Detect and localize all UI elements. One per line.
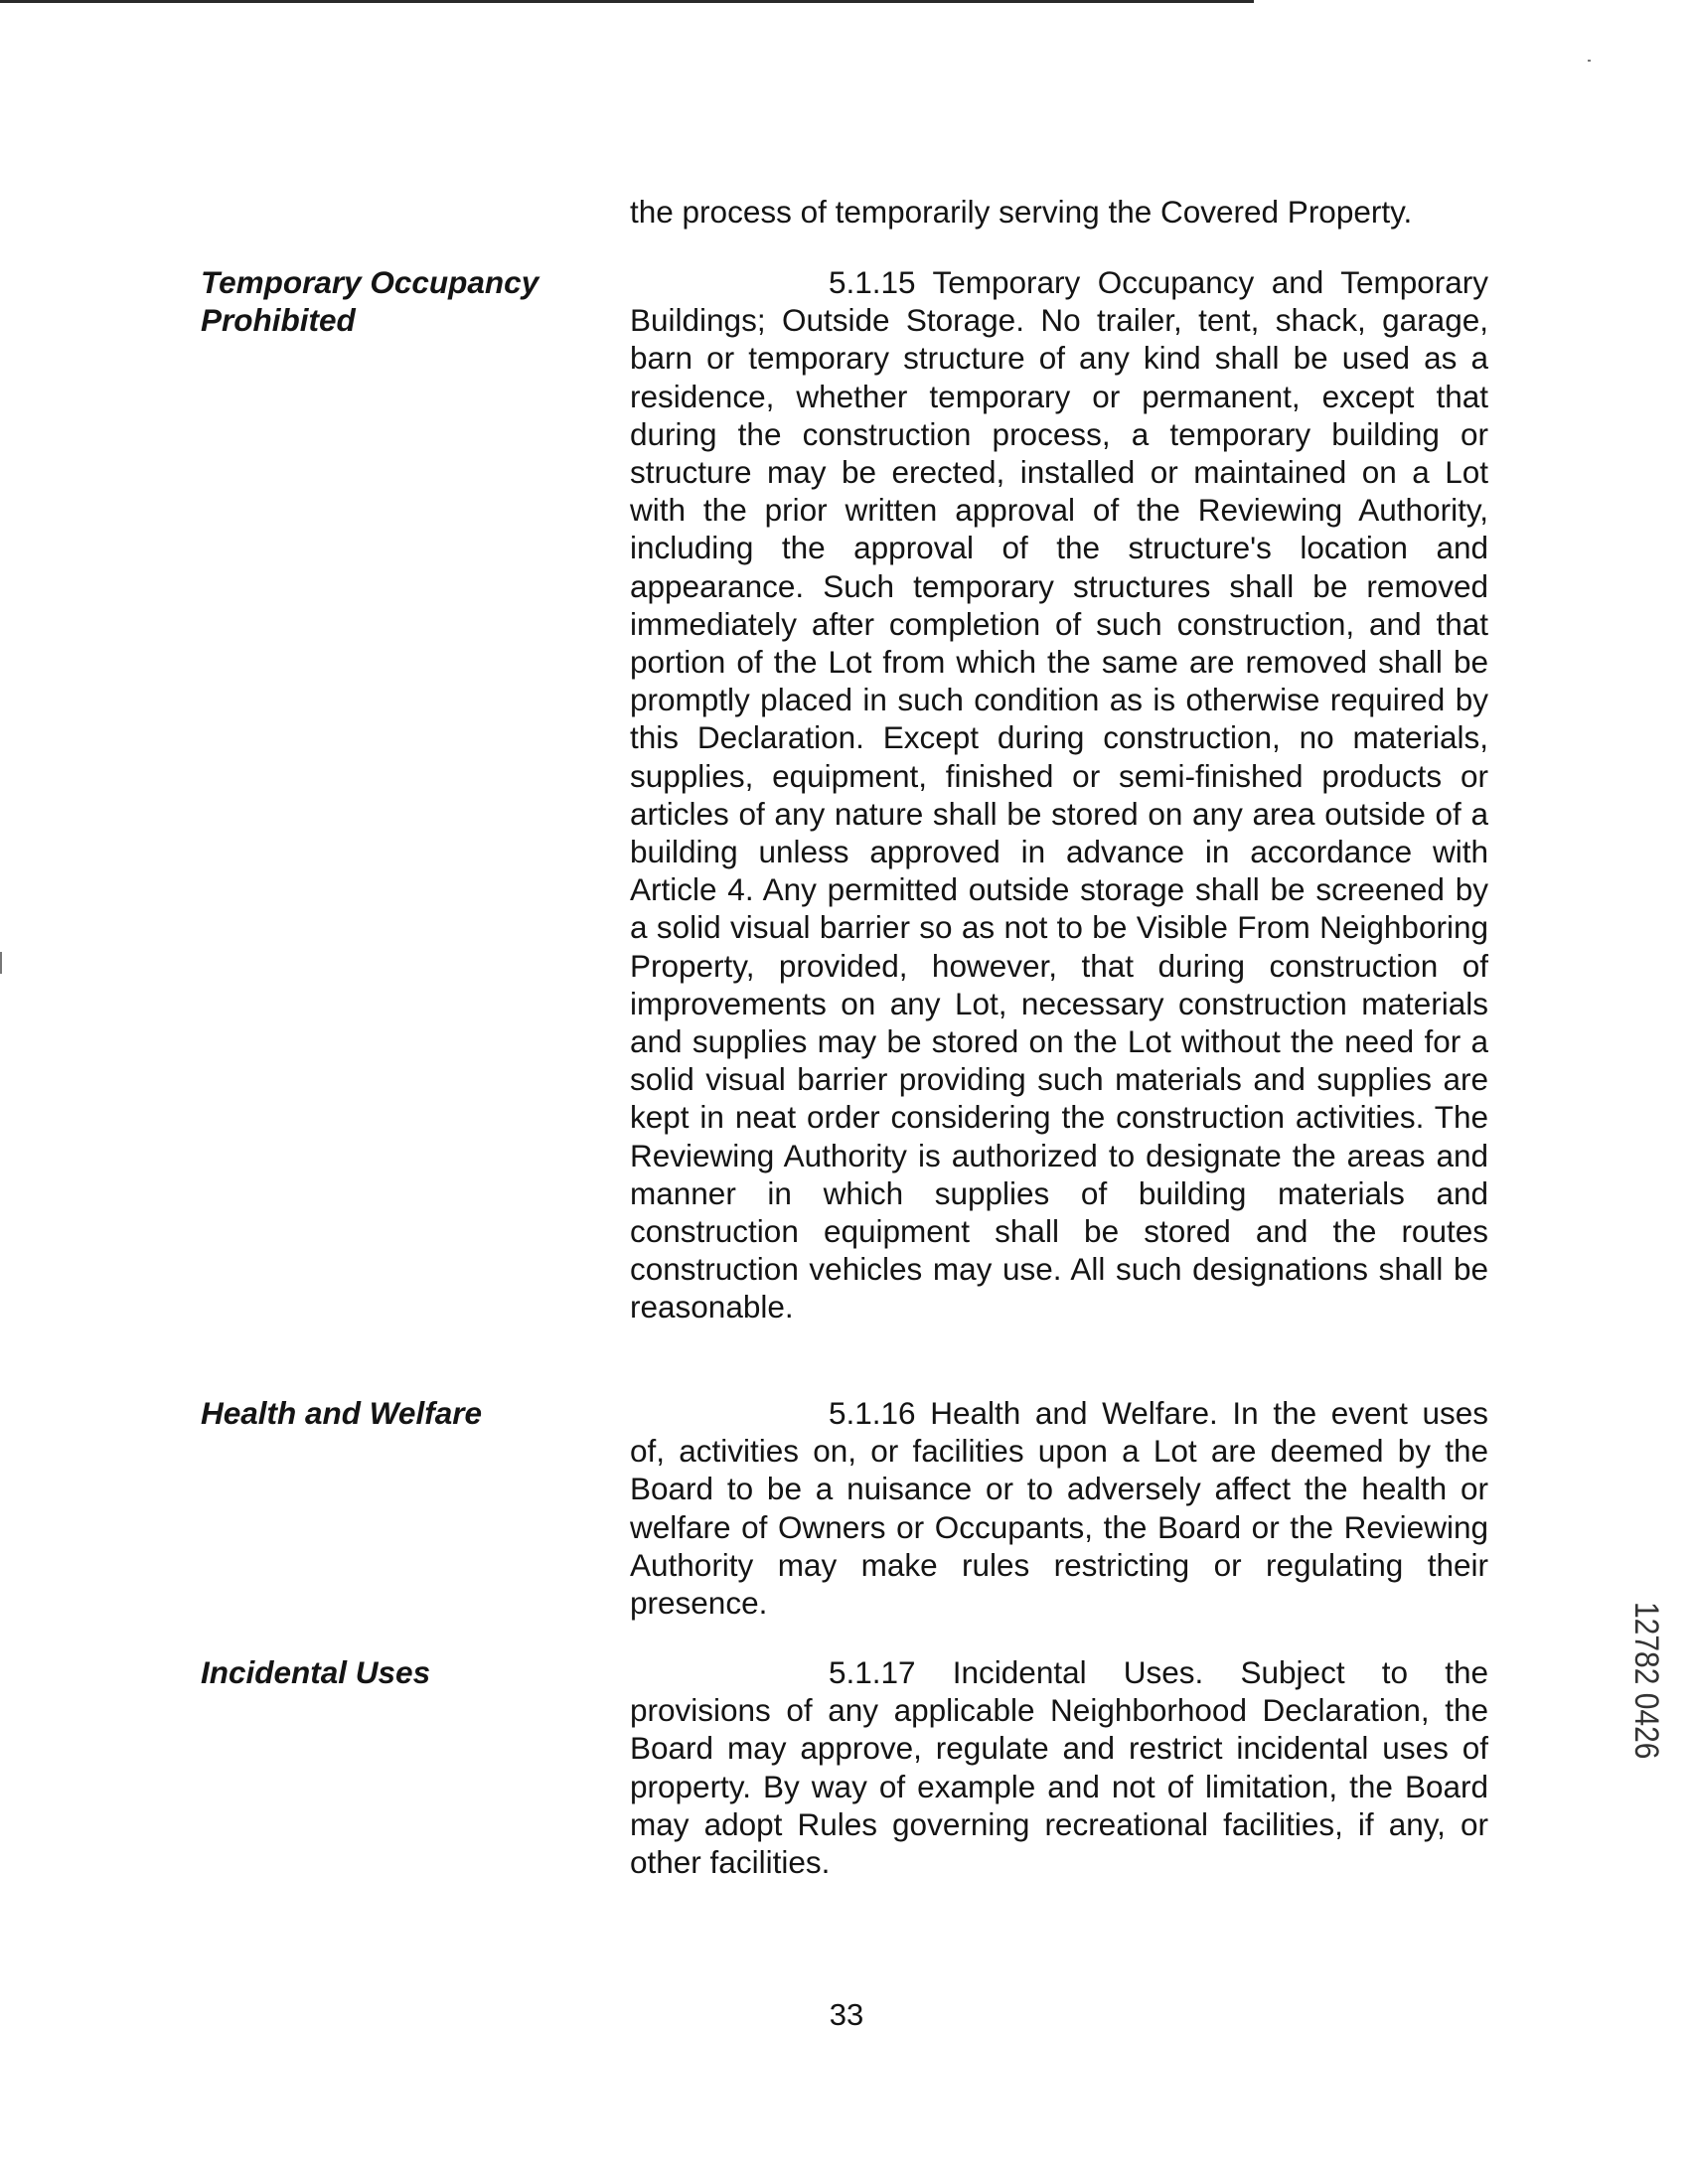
continuation-paragraph: the process of temporarily serving the Covered Property. [630,194,1413,230]
paragraph-5-1-16: 5.1.16 Health and Welfare. In the event uses of, activities on, or facilities upon a Lot are deemed by the Board to be a nuisance or to adversely affect the health or welfare of Owners or Occupants, the Board or the Reviewing Authority may make rules restricting or regulating their presence. [630,1395,1488,1622]
paragraph-5-1-15: 5.1.15 Temporary Occupancy and Temporary Buildings; Outside Storage. No trailer, tent, shack, garage, barn or temporary structure of any kind shall be used as a residence, whether temporary or permanent, except that during the construction process, a temporary building or structure may be erected, installed or maintained on a Lot with the prior written approval of the Reviewing Authority, including the approval of the structure's location and appearance. Such temporary structures shall be removed immediately after completion of such construction, and that portion of the Lot from which the same are removed shall be promptly placed in such condition as is otherwise required by this Declaration. Except during construction, no materials, supplies, equipment, finished or semi-finished products or articles of any nature shall be stored on any area outside of a building unless approved in advance in accordance with Article 4. Any permitted outside storage shall be screened by a solid visual barrier so as not to be Visible From Neighboring Property, provided, however, that during construction of improvements on any Lot, necessary construction materials and supplies may be stored on the Lot without the need for a solid visual barrier providing such materials and supplies are kept in neat order considering the construction activities. The Reviewing Authority is authorized to designate the areas and manner in which supplies of building materials and construction equipment shall be stored and the routes construction vehicles may use. All such designations shall be reasonable. [630,264,1488,1326]
side-heading-incidental-uses: Incidental Uses [201,1654,431,1690]
side-heading-temporary-occupancy: Temporary Occupancy Prohibited [201,264,539,339]
paragraph-5-1-17: 5.1.17 Incidental Uses. Subject to the provisions of any applicable Neighborhood Declaration, the Board may approve, regulate and restrict incidental uses of property. By way of example and not of limitation, the Board may adopt Rules governing recreational facilities, if any, or other facilities. [630,1654,1488,1881]
recording-stamp: 12782 0426 [1627,1602,1665,1760]
page-number: 33 [829,1997,864,2032]
side-heading-health-welfare: Health and Welfare [201,1395,482,1431]
